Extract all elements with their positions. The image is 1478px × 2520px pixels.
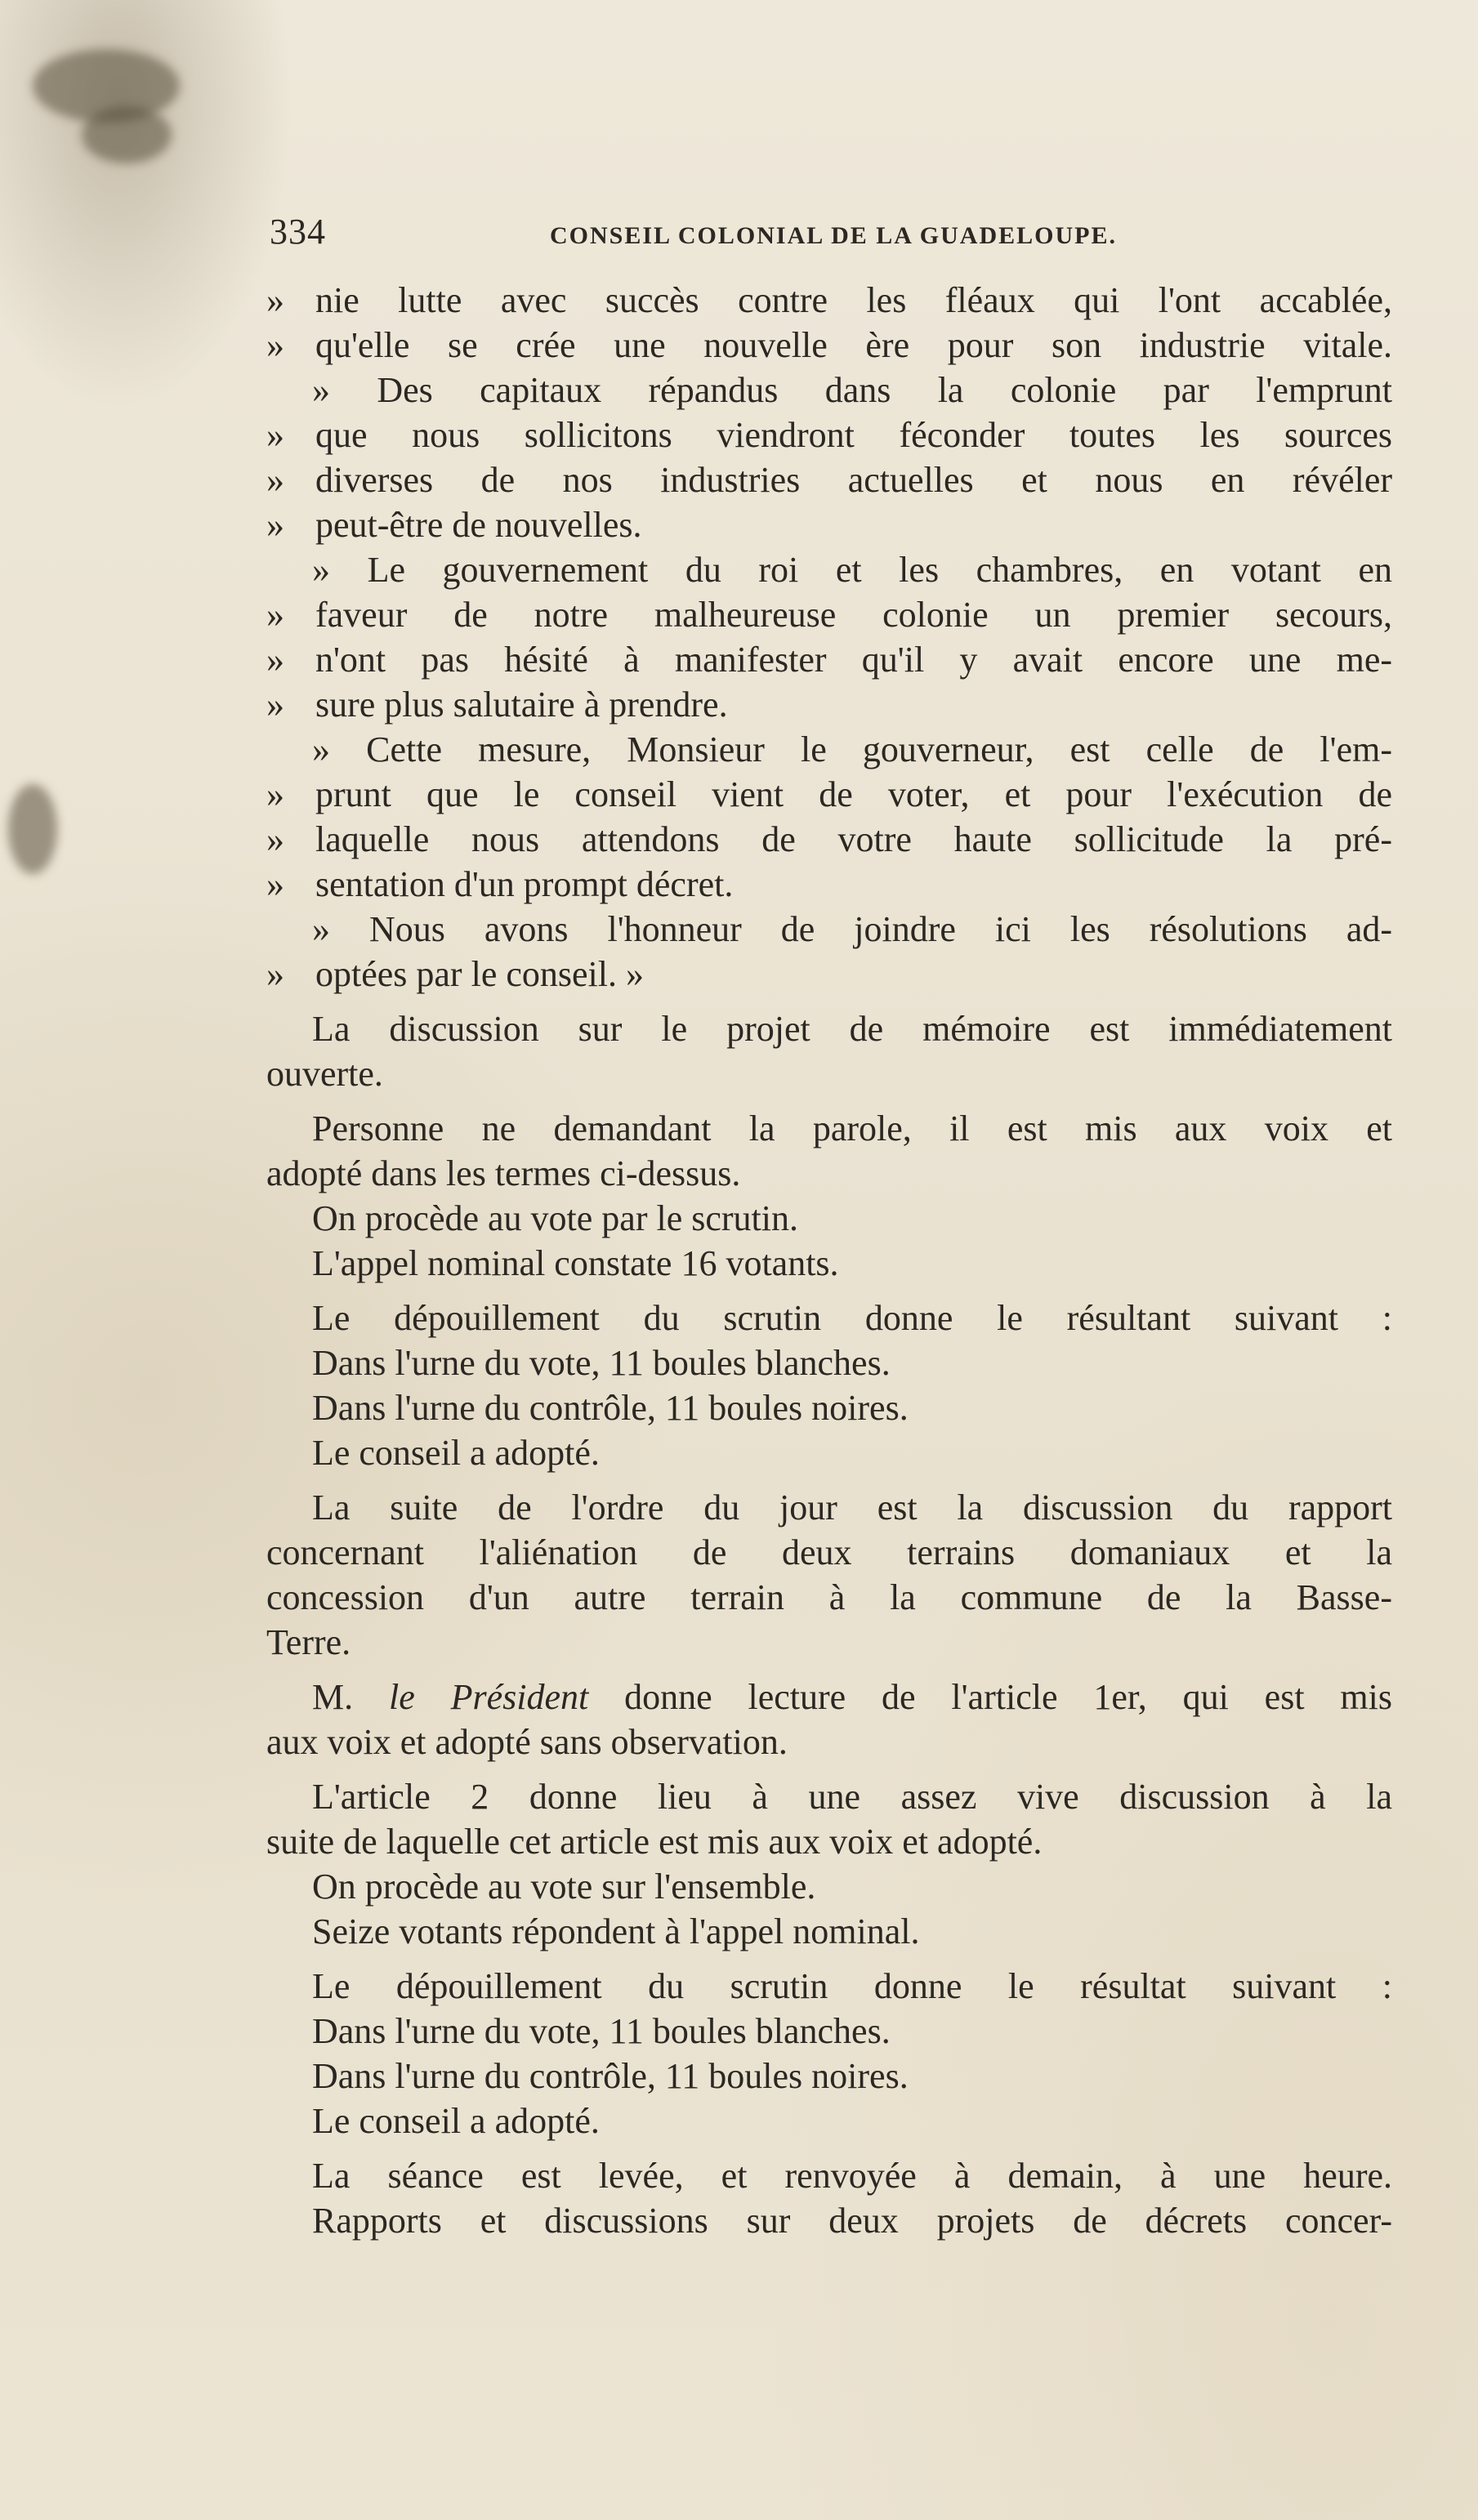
text-line xyxy=(266,547,1392,592)
text-line xyxy=(266,2099,1392,2143)
line-text: adopté dans les termes ci-dessus. xyxy=(266,1153,741,1193)
text-line xyxy=(266,1719,1392,1764)
line-text: La discussion sur le projet de mémoire est immédiatement xyxy=(312,1009,1392,1049)
line-text: Dans l'urne du contrôle, 11 boules noires. xyxy=(312,1388,909,1428)
quote-mark: » xyxy=(266,415,284,455)
text-line xyxy=(266,323,1392,368)
line-text: » Nous avons l'honneur de joindre ici les résolutions ad- xyxy=(312,909,1392,949)
text-line xyxy=(266,1774,1392,1819)
quote-mark: » xyxy=(266,685,284,725)
quote-mark: » xyxy=(266,774,284,814)
ink-stain xyxy=(8,784,57,874)
text-line xyxy=(266,637,1392,682)
line-text: que nous sollicitons viendront féconder toutes les sources xyxy=(315,415,1392,455)
line-text: On procède au vote par le scrutin. xyxy=(312,1198,798,1238)
line-text: Rapports et discussions sur deux projets de décrets concer- xyxy=(312,2201,1392,2241)
text-line xyxy=(266,413,1392,457)
text-line xyxy=(266,1340,1392,1385)
text-line xyxy=(266,368,1392,413)
text-line xyxy=(266,1675,1392,1719)
line-text: suite de laquelle cet article est mis aux voix et adopté. xyxy=(266,1822,1043,1862)
line-text: prunt que le conseil vient de voter, et pour l'exécution de xyxy=(315,774,1392,814)
text-line xyxy=(266,1196,1392,1241)
line-text: Personne ne demandant la parole, il est mis aux voix et xyxy=(312,1108,1392,1148)
speaker-prefix: M. xyxy=(312,1677,389,1717)
line-text: Le conseil a adopté. xyxy=(312,1433,600,1473)
line-text: Terre. xyxy=(266,1622,351,1662)
text-line xyxy=(266,592,1392,637)
line-text: optées par le conseil. » xyxy=(315,954,644,994)
text-line xyxy=(266,1006,1392,1051)
text-line xyxy=(266,1106,1392,1151)
line-text: Seize votants répondent à l'appel nominal. xyxy=(312,1911,920,1951)
line-text: faveur de notre malheureuse colonie un premier secours, xyxy=(315,595,1392,635)
text-line xyxy=(266,1575,1392,1620)
line-text: Dans l'urne du vote, 11 boules blanches. xyxy=(312,1343,891,1383)
text-line xyxy=(266,2198,1392,2243)
quote-mark: » xyxy=(266,505,284,545)
ink-stain xyxy=(82,106,172,163)
quote-mark: » xyxy=(266,595,284,635)
text-line xyxy=(266,907,1392,952)
text-line xyxy=(266,952,1392,997)
line-text: » Des capitaux répandus dans la colonie par l'emprunt xyxy=(312,370,1392,410)
quote-mark: » xyxy=(266,640,284,680)
quote-mark: » xyxy=(266,460,284,500)
quote-mark: » xyxy=(266,819,284,859)
text-line xyxy=(266,278,1392,323)
page-header xyxy=(270,211,1397,260)
text-line xyxy=(266,772,1392,817)
line-text: concernant l'aliénation de deux terrains domaniaux et la xyxy=(266,1532,1392,1572)
line-text: On procède au vote sur l'ensemble. xyxy=(312,1867,816,1907)
text-line xyxy=(266,2054,1392,2099)
text-line xyxy=(266,2153,1392,2198)
page-number: 334 xyxy=(270,212,326,252)
line-text: sentation d'un prompt décret. xyxy=(315,864,734,904)
text-line xyxy=(266,1964,1392,2009)
line-text: peut-être de nouvelles. xyxy=(315,505,642,545)
text-line xyxy=(266,1530,1392,1575)
text-line xyxy=(266,1151,1392,1196)
text-line xyxy=(266,1620,1392,1665)
line-text: aux voix et adopté sans observation. xyxy=(266,1722,788,1762)
page-body xyxy=(266,278,1392,2243)
text-line xyxy=(266,862,1392,907)
line-text: nie lutte avec succès contre les fléaux qui l'ont accablée, xyxy=(315,280,1392,320)
quote-mark: » xyxy=(266,864,284,904)
line-text: L'appel nominal constate 16 votants. xyxy=(312,1243,839,1283)
line-text: Le dépouillement du scrutin donne le résultat suivant : xyxy=(312,1966,1392,2006)
quote-mark: » xyxy=(266,325,284,365)
running-head: CONSEIL COLONIAL DE LA GUADELOUPE. xyxy=(550,222,1117,249)
text-line xyxy=(266,682,1392,727)
line-text: diverses de nos industries actuelles et nous en révéler xyxy=(315,460,1392,500)
line-text: laquelle nous attendons de votre haute sollicitude la pré- xyxy=(315,819,1392,859)
text-line xyxy=(266,1819,1392,1864)
text-line xyxy=(266,1385,1392,1430)
quote-mark: » xyxy=(266,280,284,320)
speaker-title: le Président xyxy=(388,1677,589,1717)
text-line xyxy=(266,1485,1392,1530)
text-line xyxy=(266,1430,1392,1475)
line-text: » Le gouvernement du roi et les chambres, en votant en xyxy=(312,550,1392,590)
text-line xyxy=(266,457,1392,502)
line-text: ouverte. xyxy=(266,1054,383,1094)
line-text: La séance est levée, et renvoyée à demain, à une heure. xyxy=(312,2156,1392,2196)
line-text: Dans l'urne du vote, 11 boules blanches. xyxy=(312,2011,891,2051)
text-line xyxy=(266,1296,1392,1340)
text-line xyxy=(266,2009,1392,2054)
line-text: concession d'un autre terrain à la commune de la Basse- xyxy=(266,1577,1392,1617)
line-text: La suite de l'ordre du jour est la discussion du rapport xyxy=(312,1487,1392,1528)
text-line xyxy=(266,727,1392,772)
line-text: Dans l'urne du contrôle, 11 boules noires. xyxy=(312,2056,909,2096)
text-line xyxy=(266,1241,1392,1286)
line-text: Le dépouillement du scrutin donne le résultant suivant : xyxy=(312,1298,1392,1338)
text-line xyxy=(266,1051,1392,1096)
quote-mark: » xyxy=(266,954,284,994)
text-line xyxy=(266,502,1392,547)
line-text: Le conseil a adopté. xyxy=(312,2101,600,2141)
text-line xyxy=(266,1864,1392,1909)
line-text: n'ont pas hésité à manifester qu'il y avait encore une me- xyxy=(315,640,1392,680)
text-line xyxy=(266,1909,1392,1954)
text-line xyxy=(266,817,1392,862)
line-text xyxy=(312,1675,1392,1719)
line-text: sure plus salutaire à prendre. xyxy=(315,685,728,725)
line-text: qu'elle se crée une nouvelle ère pour son industrie vitale. xyxy=(315,325,1392,365)
line-text-rest: donne lecture de l'article 1er, qui est mis xyxy=(588,1677,1392,1717)
line-text: » Cette mesure, Monsieur le gouverneur, est celle de l'em- xyxy=(312,729,1392,769)
line-text: L'article 2 donne lieu à une assez vive discussion à la xyxy=(312,1777,1392,1817)
